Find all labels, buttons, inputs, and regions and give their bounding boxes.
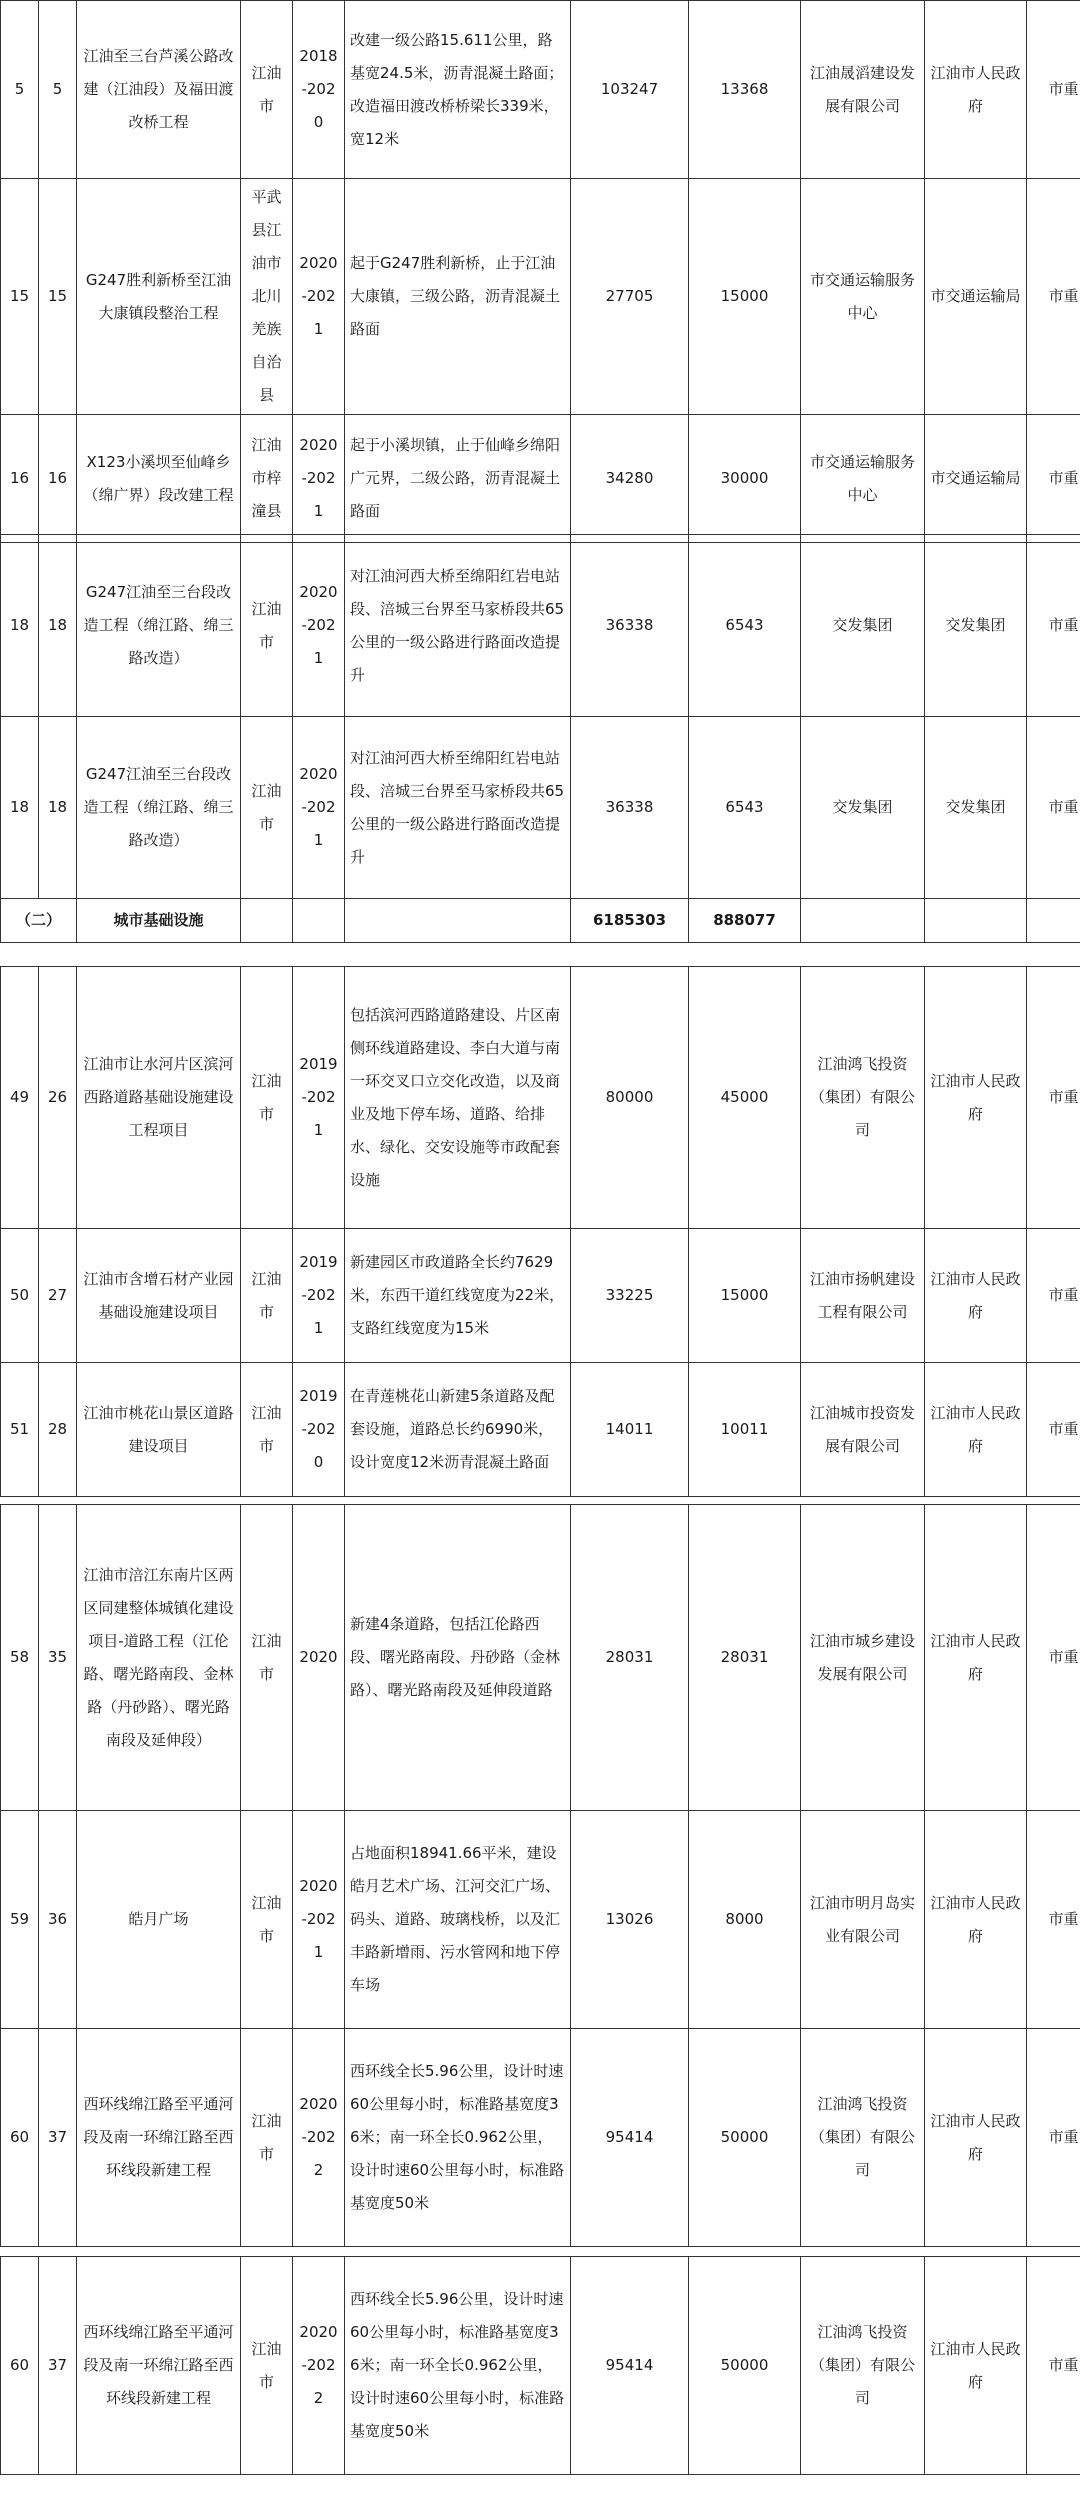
seq-cell: 51 [1, 1363, 39, 1497]
owner-cell: 市交通运输服务中心 [801, 415, 925, 543]
table-row [1, 1505, 1080, 1811]
level-cell: 市重 [1027, 717, 1080, 899]
sub-seq-cell: 15 [39, 179, 77, 415]
empty-cell [801, 899, 925, 943]
table-row [1, 1229, 1080, 1363]
seq-cell: 5 [1, 1, 39, 179]
project-name-cell: G247江油至三台段改造工程（绵江路、绵三路改造） [77, 717, 241, 899]
period-cell: 2019-2021 [293, 1229, 345, 1363]
empty-cell [1027, 899, 1080, 943]
location-cell: 江油市 [241, 717, 293, 899]
table-row [1, 1, 1080, 179]
annual-investment-cell: 8000 [689, 1811, 801, 2029]
owner-cell: 江油城市投资发展有限公司 [801, 1363, 925, 1497]
period-cell: 2020-2022 [293, 2029, 345, 2247]
total-investment-cell: 27705 [571, 179, 689, 415]
table-row [1, 1363, 1080, 1497]
sub-seq-cell: 36 [39, 1811, 77, 2029]
location-cell: 江油市 [241, 1505, 293, 1811]
section-number-cell: （二） [1, 899, 77, 943]
project-name-cell: 皓月广场 [77, 1811, 241, 2029]
table-row [1, 179, 1080, 415]
annual-investment-cell: 45000 [689, 967, 801, 1229]
content-cell: 对江油河西大桥至绵阳红岩电站段、涪城三台界至马家桥段共65公里的一级公路进行路面改造提升 [345, 535, 571, 717]
content-cell: 起于小溪坝镇，止于仙峰乡绵阳广元界，二级公路，沥青混凝土路面 [345, 415, 571, 543]
responsible-unit-cell: 江油市人民政府 [925, 967, 1027, 1229]
total-investment-cell: 95414 [571, 2257, 689, 2475]
responsible-unit-cell: 江油市人民政府 [925, 2029, 1027, 2247]
sub-seq-cell: 16 [39, 415, 77, 543]
sub-seq-cell: 28 [39, 1363, 77, 1497]
total-investment-cell: 36338 [571, 717, 689, 899]
table-row [1, 967, 1080, 1229]
project-name-cell: 江油至三台芦溪公路改建（江油段）及福田渡改桥工程 [77, 1, 241, 179]
owner-cell: 江油市城乡建设发展有限公司 [801, 1505, 925, 1811]
responsible-unit-cell: 江油市人民政府 [925, 1, 1027, 179]
empty-cell [925, 899, 1027, 943]
annual-investment-cell: 28031 [689, 1505, 801, 1811]
owner-cell: 江油鸿飞投资（集团）有限公司 [801, 2257, 925, 2475]
sub-seq-cell: 37 [39, 2257, 77, 2475]
content-cell: 对江油河西大桥至绵阳红岩电站段、涪城三台界至马家桥段共65公里的一级公路进行路面改造提升 [345, 717, 571, 899]
table-row [1, 415, 1080, 543]
seq-cell: 50 [1, 1229, 39, 1363]
responsible-unit-cell: 市交通运输局 [925, 415, 1027, 543]
level-cell: 市重 [1027, 535, 1080, 717]
table-row [1, 1811, 1080, 2029]
level-cell: 市重 [1027, 415, 1080, 543]
total-investment-cell: 28031 [571, 1505, 689, 1811]
owner-cell: 交发集团 [801, 717, 925, 899]
seq-cell: 16 [1, 415, 39, 543]
annual-investment-cell: 50000 [689, 2029, 801, 2247]
project-name-cell: 西环线绵江路至平通河段及南一环绵江路至西环线段新建工程 [77, 2257, 241, 2475]
sub-seq-cell: 18 [39, 717, 77, 899]
period-cell: 2020-2021 [293, 415, 345, 543]
annual-investment-cell: 15000 [689, 1229, 801, 1363]
annual-investment-cell: 6543 [689, 717, 801, 899]
responsible-unit-cell: 江油市人民政府 [925, 1505, 1027, 1811]
responsible-unit-cell: 江油市人民政府 [925, 1363, 1027, 1497]
location-cell: 江油市 [241, 2029, 293, 2247]
period-cell: 2020-2021 [293, 535, 345, 717]
location-cell: 江油市 [241, 535, 293, 717]
annual-investment-cell: 10011 [689, 1363, 801, 1497]
location-cell: 江油市 [241, 967, 293, 1229]
project-name-cell: 江油市含增石材产业园基础设施建设项目 [77, 1229, 241, 1363]
location-cell: 江油市 [241, 1229, 293, 1363]
content-cell: 新建4条道路，包括江伦路西段、曙光路南段、丹砂路（金林路）、曙光路南段及延伸段道路 [345, 1505, 571, 1811]
content-cell: 新建园区市政道路全长约7629米，东西干道红线宽度为22米，支路红线宽度为15米 [345, 1229, 571, 1363]
location-cell: 江油市 [241, 1811, 293, 2029]
sub-seq-cell: 37 [39, 2029, 77, 2247]
owner-cell: 江油市明月岛实业有限公司 [801, 1811, 925, 2029]
location-cell: 平武县江油市北川羌族自治县 [241, 179, 293, 415]
project-name-cell: 江油市桃花山景区道路建设项目 [77, 1363, 241, 1497]
table-row [1, 717, 1080, 899]
project-name-cell: X123小溪坝至仙峰乡（绵广界）段改建工程 [77, 415, 241, 543]
period-cell: 2020 [293, 1505, 345, 1811]
total-investment-cell: 95414 [571, 2029, 689, 2247]
annual-investment-cell: 13368 [689, 1, 801, 179]
section-total-cell: 6185303 [571, 899, 689, 943]
project-name-cell: 江油市涪江东南片区两区同建整体城镇化建设项目-道路工程（江伦路、曙光路南段、金林路（丹砂路）、曙光路南段及延伸段） [77, 1505, 241, 1811]
level-cell: 市重 [1027, 1229, 1080, 1363]
seq-cell: 58 [1, 1505, 39, 1811]
sub-seq-cell: 5 [39, 1, 77, 179]
sub-seq-cell: 26 [39, 967, 77, 1229]
total-investment-cell: 14011 [571, 1363, 689, 1497]
level-cell: 市重 [1027, 967, 1080, 1229]
empty-cell [241, 899, 293, 943]
owner-cell: 江油市扬帆建设工程有限公司 [801, 1229, 925, 1363]
annual-investment-cell: 6543 [689, 535, 801, 717]
section-row [1, 899, 1080, 943]
sub-seq-cell: 35 [39, 1505, 77, 1811]
section-annual-cell: 888077 [689, 899, 801, 943]
total-investment-cell: 103247 [571, 1, 689, 179]
level-cell: 市重 [1027, 2257, 1080, 2475]
seq-cell: 59 [1, 1811, 39, 2029]
content-cell: 在青莲桃花山新建5条道路及配套设施，道路总长约6990米，设计宽度12米沥青混凝土路面 [345, 1363, 571, 1497]
project-name-cell: G247江油至三台段改造工程（绵江路、绵三路改造） [77, 535, 241, 717]
responsible-unit-cell: 市交通运输局 [925, 179, 1027, 415]
content-cell: 西环线全长5.96公里，设计时速60公里每小时，标准路基宽度36米；南一环全长0.962公里，设计时速60公里每小时，标准路基宽度50米 [345, 2257, 571, 2475]
location-cell: 江油市 [241, 1363, 293, 1497]
period-cell: 2019-2020 [293, 1363, 345, 1497]
period-cell: 2018-2020 [293, 1, 345, 179]
table-row [1, 2257, 1080, 2475]
level-cell: 市重 [1027, 1, 1080, 179]
level-cell: 市重 [1027, 1363, 1080, 1497]
content-cell: 占地面积18941.66平米，建设皓月艺术广场、江河交汇广场、码头、道路、玻璃栈桥，以及汇丰路新增雨、污水管网和地下停车场 [345, 1811, 571, 2029]
level-cell: 市重 [1027, 2029, 1080, 2247]
location-cell: 江油市 [241, 2257, 293, 2475]
seq-cell: 60 [1, 2257, 39, 2475]
total-investment-cell: 13026 [571, 1811, 689, 2029]
period-cell: 2020-2021 [293, 1811, 345, 2029]
sub-seq-cell: 18 [39, 535, 77, 717]
seq-cell: 49 [1, 967, 39, 1229]
annual-investment-cell: 50000 [689, 2257, 801, 2475]
content-cell: 起于G247胜利新桥，止于江油大康镇，三级公路，沥青混凝土路面 [345, 179, 571, 415]
location-cell: 江油市梓潼县 [241, 415, 293, 543]
total-investment-cell: 34280 [571, 415, 689, 543]
project-name-cell: 江油市让水河片区滨河西路道路基础设施建设工程项目 [77, 967, 241, 1229]
location-cell: 江油市 [241, 1, 293, 179]
seq-cell: 18 [1, 535, 39, 717]
owner-cell: 江油鸿飞投资（集团）有限公司 [801, 2029, 925, 2247]
total-investment-cell: 80000 [571, 967, 689, 1229]
section-title-cell: 城市基础设施 [77, 899, 241, 943]
level-cell: 市重 [1027, 1811, 1080, 2029]
owner-cell: 江油晟滔建设发展有限公司 [801, 1, 925, 179]
total-investment-cell: 33225 [571, 1229, 689, 1363]
seq-cell: 18 [1, 717, 39, 899]
level-cell: 市重 [1027, 179, 1080, 415]
owner-cell: 市交通运输服务中心 [801, 179, 925, 415]
responsible-unit-cell: 交发集团 [925, 535, 1027, 717]
responsible-unit-cell: 江油市人民政府 [925, 1229, 1027, 1363]
period-cell: 2020-2021 [293, 717, 345, 899]
owner-cell: 江油鸿飞投资（集团）有限公司 [801, 967, 925, 1229]
empty-cell [293, 899, 345, 943]
annual-investment-cell: 15000 [689, 179, 801, 415]
responsible-unit-cell: 交发集团 [925, 717, 1027, 899]
owner-cell: 交发集团 [801, 535, 925, 717]
content-cell: 包括滨河西路道路建设、片区南侧环线道路建设、李白大道与南一环交叉口立交化改造，以及商业及地下停车场、道路、给排水、绿化、交安设施等市政配套设施 [345, 967, 571, 1229]
project-name-cell: G247胜利新桥至江油大康镇段整治工程 [77, 179, 241, 415]
sub-seq-cell: 27 [39, 1229, 77, 1363]
project-name-cell: 西环线绵江路至平通河段及南一环绵江路至西环线段新建工程 [77, 2029, 241, 2247]
responsible-unit-cell: 江油市人民政府 [925, 2257, 1027, 2475]
table-row [1, 535, 1080, 717]
period-cell: 2019-2021 [293, 967, 345, 1229]
level-cell: 市重 [1027, 1505, 1080, 1811]
table-row [1, 2029, 1080, 2247]
responsible-unit-cell: 江油市人民政府 [925, 1811, 1027, 2029]
content-cell: 改建一级公路15.611公里，路基宽24.5米，沥青混凝土路面；改造福田渡改桥桥梁长339米，宽12米 [345, 1, 571, 179]
period-cell: 2020-2021 [293, 179, 345, 415]
annual-investment-cell: 30000 [689, 415, 801, 543]
period-cell: 2020-2022 [293, 2257, 345, 2475]
total-investment-cell: 36338 [571, 535, 689, 717]
seq-cell: 60 [1, 2029, 39, 2247]
empty-cell [345, 899, 571, 943]
seq-cell: 15 [1, 179, 39, 415]
content-cell: 西环线全长5.96公里，设计时速60公里每小时，标准路基宽度36米；南一环全长0.962公里，设计时速60公里每小时，标准路基宽度50米 [345, 2029, 571, 2247]
